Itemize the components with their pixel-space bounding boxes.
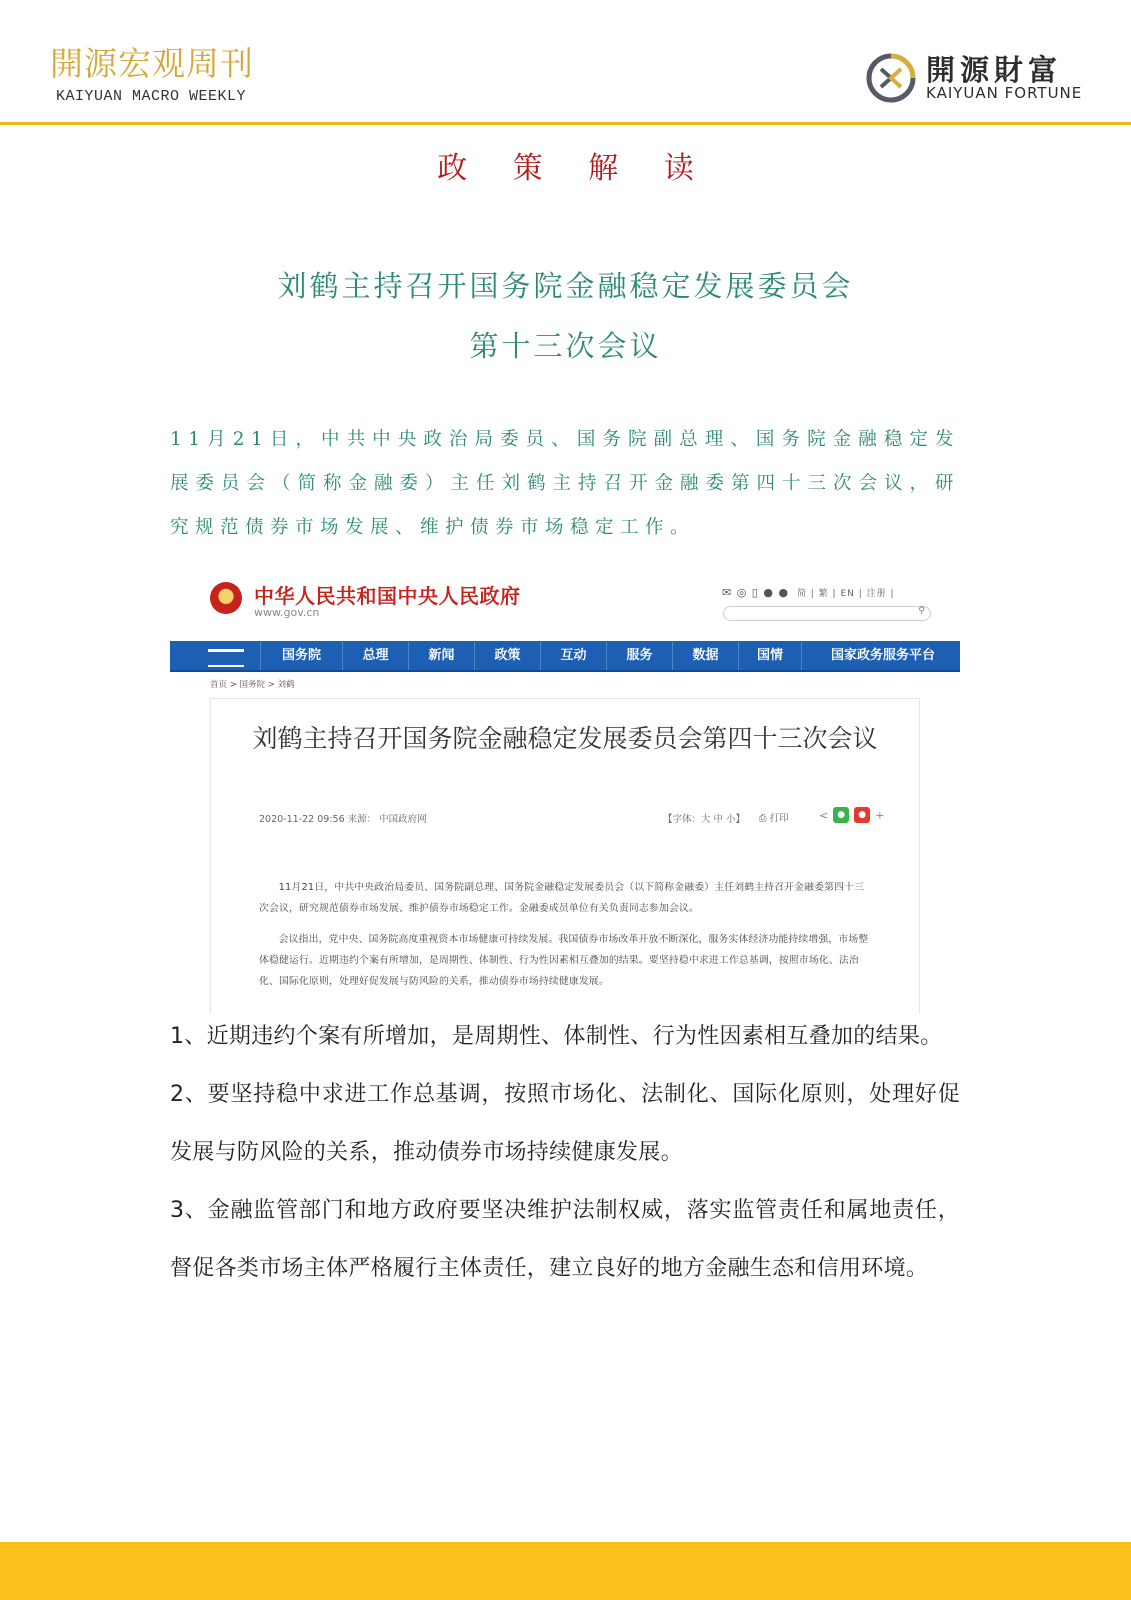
kaiyuan-logo-icon	[866, 53, 916, 103]
gov-nav-bar	[170, 641, 960, 672]
gov-article-paragraph: 11月21日，中共中央政治局委员、国务院副总理、国务院金融稳定发展委员会（以下简称金融委）主任刘鹤主持召开金融委第四十三次会议，研究规范债券市场发展、维护债券市场稳定工作。金融委成员单位有关负责同志参加会议。	[259, 882, 865, 914]
article-title-line1: 刘鹤主持召开国务院金融稳定发展委员会	[277, 269, 854, 303]
gov-article-headline: 刘鹤主持召开国务院金融稳定发展委员会第四十三次会议	[252, 724, 878, 753]
brand-subtitle: KAIYUAN MACRO WEEKLY	[56, 88, 247, 105]
gov-article-card	[210, 698, 920, 1014]
lead-paragraph: 11月21日，中共中央政治局委员、国务院副总理、国务院金融稳定发展委员会（简称金融委）主任刘鹤主持召开金融委第四十三次会议，研究规范债券市场发展、维护债券市场稳定工作。	[170, 429, 960, 538]
footer-bar	[0, 1542, 1131, 1600]
logo-text-en: KAIYUAN FORTUNE	[926, 84, 1083, 102]
gov-site-name: 中华人民共和国中央人民政府	[254, 584, 521, 608]
logo-text-cn: 開源財富	[926, 53, 1063, 87]
section-title: 政 策 解 读	[437, 151, 712, 186]
printer-icon: ⎙	[759, 813, 770, 824]
brand-title: 開源宏观周刊	[50, 44, 254, 83]
gov-print-link	[759, 810, 789, 824]
gov-print-label: 打印	[769, 813, 789, 824]
key-points-list	[170, 1008, 960, 1298]
search-icon: ⚲	[918, 606, 925, 616]
gov-article-paragraph: 会议指出，党中央、国务院高度重视资本市场健康可持续发展。我国债券市场改革开放不断深化，服务实体经济功能持续增强，市场整体稳健运行。近期违约个案有所增加，是周期性、体制性、行为性因素相互叠加的结果。要坚持稳中求进工作总基调，按照市场化、法治化、国际化原则，处理好促发展与防风险的关系，推动债券市场持续健康发展。	[259, 934, 869, 987]
gov-font-size-control: 【字体：大 中 小】	[663, 814, 746, 825]
share-icon: <	[819, 808, 829, 822]
header-divider	[0, 122, 1131, 125]
gov-breadcrumb: 首页 > 国务院 > 刘鹤	[210, 680, 295, 690]
key-point: 3、金融监管部门和地方政府要坚决维护法制权威，落实监管责任和属地责任，督促各类市场主体严格履行主体责任，建立良好的地方金融生态和信用环境。	[170, 1198, 960, 1281]
article-title-line2: 第十三次会议	[469, 329, 662, 363]
gov-nav-item: 国务院	[260, 641, 342, 670]
gov-nav-item: 总理	[342, 641, 408, 670]
more-share-icon: +	[875, 808, 885, 822]
gov-nav-item: 新闻	[408, 641, 474, 670]
gov-website-screenshot	[170, 574, 960, 1014]
gov-language-links: 简 | 繁 | EN | 注册 |	[796, 589, 895, 599]
national-emblem-icon	[210, 582, 242, 614]
gov-article-meta: 2020-11-22 09:56 来源： 中国政府网	[259, 814, 427, 825]
gov-nav-item: 互动	[540, 641, 606, 670]
gov-top-links	[722, 586, 895, 599]
gov-nav-item: 国情	[738, 641, 801, 670]
gov-site-url: www.gov.cn	[254, 606, 320, 619]
gov-nav-item: 服务	[606, 641, 672, 670]
gov-share-tools	[819, 807, 884, 823]
tiananmen-home-icon	[170, 641, 260, 670]
gov-nav-item: 国家政务服务平台	[801, 641, 960, 670]
wechat-icon: ●	[833, 807, 849, 823]
social-icons: ✉ ◎ ▯ ● ●	[722, 586, 790, 599]
gov-search-input	[723, 606, 931, 621]
weibo-icon: ●	[854, 807, 870, 823]
gov-nav-item: 数据	[672, 641, 738, 670]
key-point: 2、要坚持稳中求进工作总基调，按照市场化、法制化、国际化原则，处理好促发展与防风险的关系，推动债券市场持续健康发展。	[170, 1082, 960, 1165]
key-point: 1、近期违约个案有所增加，是周期性、体制性、行为性因素相互叠加的结果。	[170, 1024, 943, 1049]
gov-nav-item: 政策	[474, 641, 540, 670]
